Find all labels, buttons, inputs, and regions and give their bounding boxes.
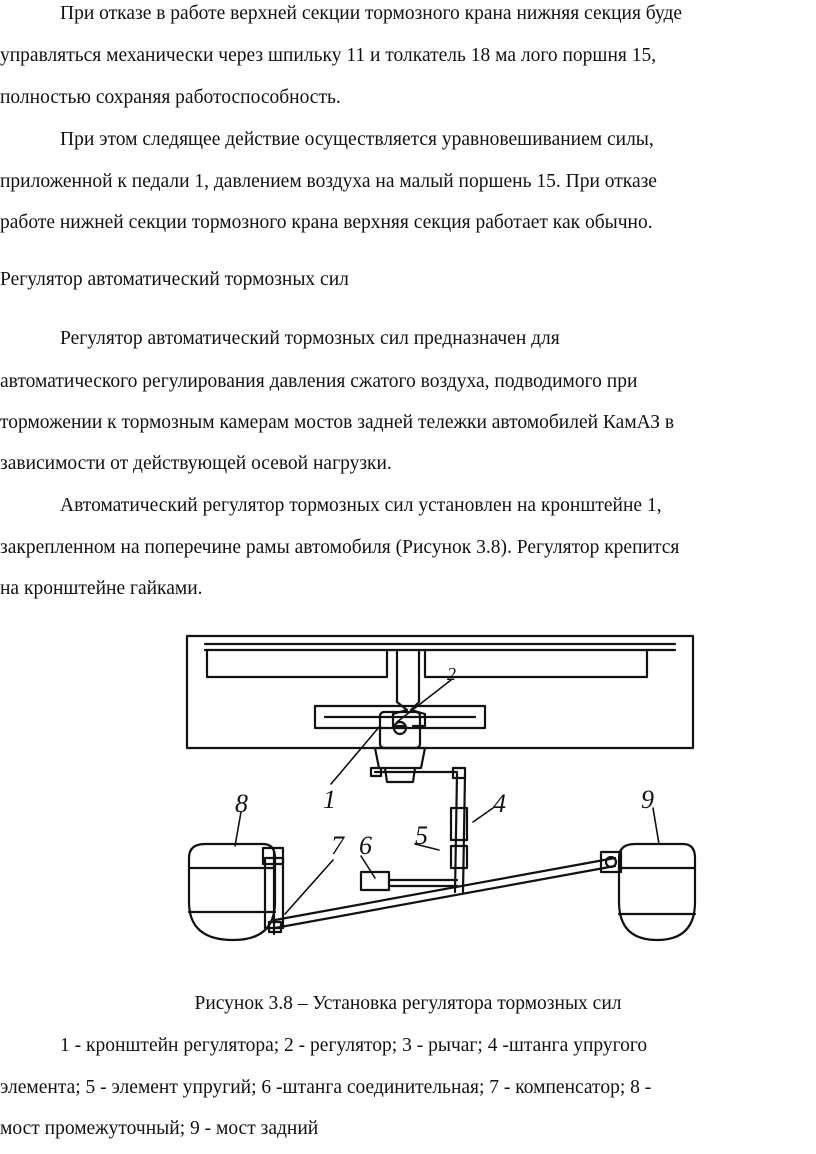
- label-2: 2: [447, 664, 456, 684]
- label-4: 4: [493, 789, 506, 818]
- brake-regulator-installation-figure: [175, 622, 705, 962]
- legend-line-1: 1 - кронштейн регулятора; 2 - регулятор; 3 - рычаг; 4 -штанга упругого: [60, 1035, 648, 1056]
- rear-axle: [601, 844, 695, 940]
- paragraph4-line-2: закрепленном на поперечине рамы автомобиля (Рисунок 3.8). Регулятор крепится: [0, 537, 680, 558]
- label-6: 6: [359, 831, 372, 860]
- legend-line-2: элемента; 5 - элемент упругий; 6 -штанга соединительная; 7 - компенсатор; 8 -: [0, 1077, 652, 1098]
- label-8: 8: [235, 789, 248, 818]
- label-9: 9: [641, 785, 654, 814]
- regulator-bracket: [315, 706, 485, 728]
- label-7: 7: [331, 831, 344, 860]
- figure-caption: Рисунок 3.8 – Установка регулятора тормозных сил: [194, 993, 622, 1014]
- paragraph4-line-3: на кронштейне гайками.: [0, 578, 203, 599]
- paragraph3-line-4: зависимости от действующей осевой нагрузки.: [0, 453, 392, 474]
- elastic-element-rod: [451, 774, 467, 892]
- paragraph3-line-2: автоматического регулирования давления сжатого воздуха, подводимого при: [0, 371, 638, 392]
- paragraph2-line-1: При этом следящее действие осуществляется уравновешиванием силы,: [60, 129, 654, 150]
- paragraph3-line-1: Регулятор автоматический тормозных сил предназначен для: [60, 328, 560, 349]
- paragraph1-line-3: полностью сохраняя работоспособность.: [0, 87, 341, 108]
- section-heading: Регулятор автоматический тормозных сил: [0, 269, 349, 290]
- label-5: 5: [415, 821, 428, 850]
- paragraph3-line-3: торможении к тормозным камерам мостов задней тележки автомобилей КамАЗ в: [0, 412, 675, 433]
- paragraph4-line-1: Автоматический регулятор тормозных сил установлен на кронштейне 1,: [60, 495, 662, 516]
- label-1: 1: [323, 785, 336, 814]
- paragraph1-line-1: При отказе в работе верхней секции тормозного крана нижняя секция буде: [60, 3, 683, 24]
- paragraph1-line-2: управляться механически через шпильку 11 и толкатель 18 ма лого поршня 15,: [0, 45, 657, 66]
- paragraph2-line-2: приложенной к педали 1, давлением воздуха на малый поршень 15. При отказе: [0, 171, 657, 192]
- frame-crossmember: [187, 636, 693, 748]
- paragraph2-line-3: работе нижней секции тормозного крана верхняя секция работает как обычно.: [0, 212, 653, 233]
- legend-line-3: мост промежуточный; 9 - мост задний: [0, 1118, 319, 1139]
